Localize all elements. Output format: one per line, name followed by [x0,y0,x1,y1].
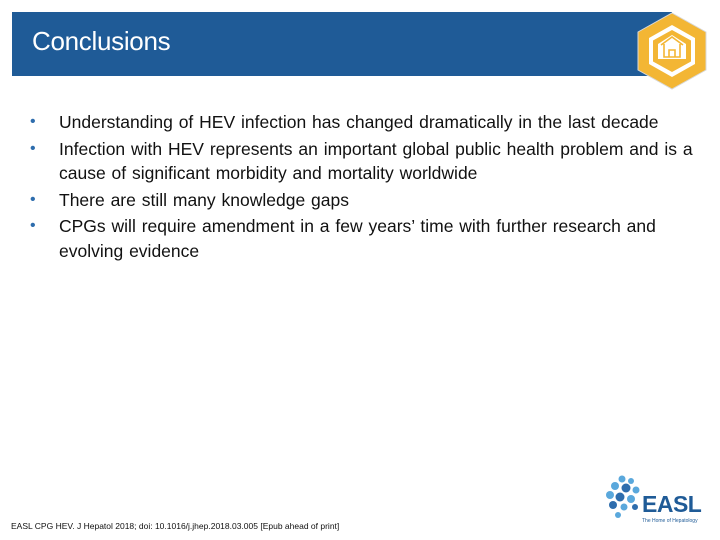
bullet-item [30,137,700,186]
bullet-marker: • [30,217,36,234]
logo-tagline: The Home of Hepatology [642,518,698,524]
bullet-item [30,188,700,213]
easl-logo [602,472,712,530]
bullet-text: There are still many knowledge gaps [59,189,350,210]
bullet-item [30,214,700,263]
bullet-marker: • [30,139,36,157]
bullet-text: Understanding of HEV infection has changed dramatically in the last decade [59,112,659,132]
easl-dots-icon [602,472,644,524]
bullet-item [30,110,700,135]
logo-wordmark: EASL [642,491,702,517]
footer-citation: EASL CPG HEV. J Hepatol 2018; doi: 10.1016/j.jhep.2018.03.005 [Epub ahead of print] [11,521,340,531]
bullet-list [30,110,700,265]
home-button[interactable] [634,9,710,93]
bullet-marker: • [30,113,36,130]
bullet-marker: • [30,190,36,208]
bullet-text: CPGs will require amendment in a few years’ time with further research and evolving evidence [59,216,656,261]
bullet-text: Infection with HEV represents an important global public health problem and is a cause of significant morbidity and mortality worldwide [59,138,693,183]
title-bar [12,12,672,76]
slide-title: Conclusions [32,26,171,56]
home-icon [634,9,710,93]
